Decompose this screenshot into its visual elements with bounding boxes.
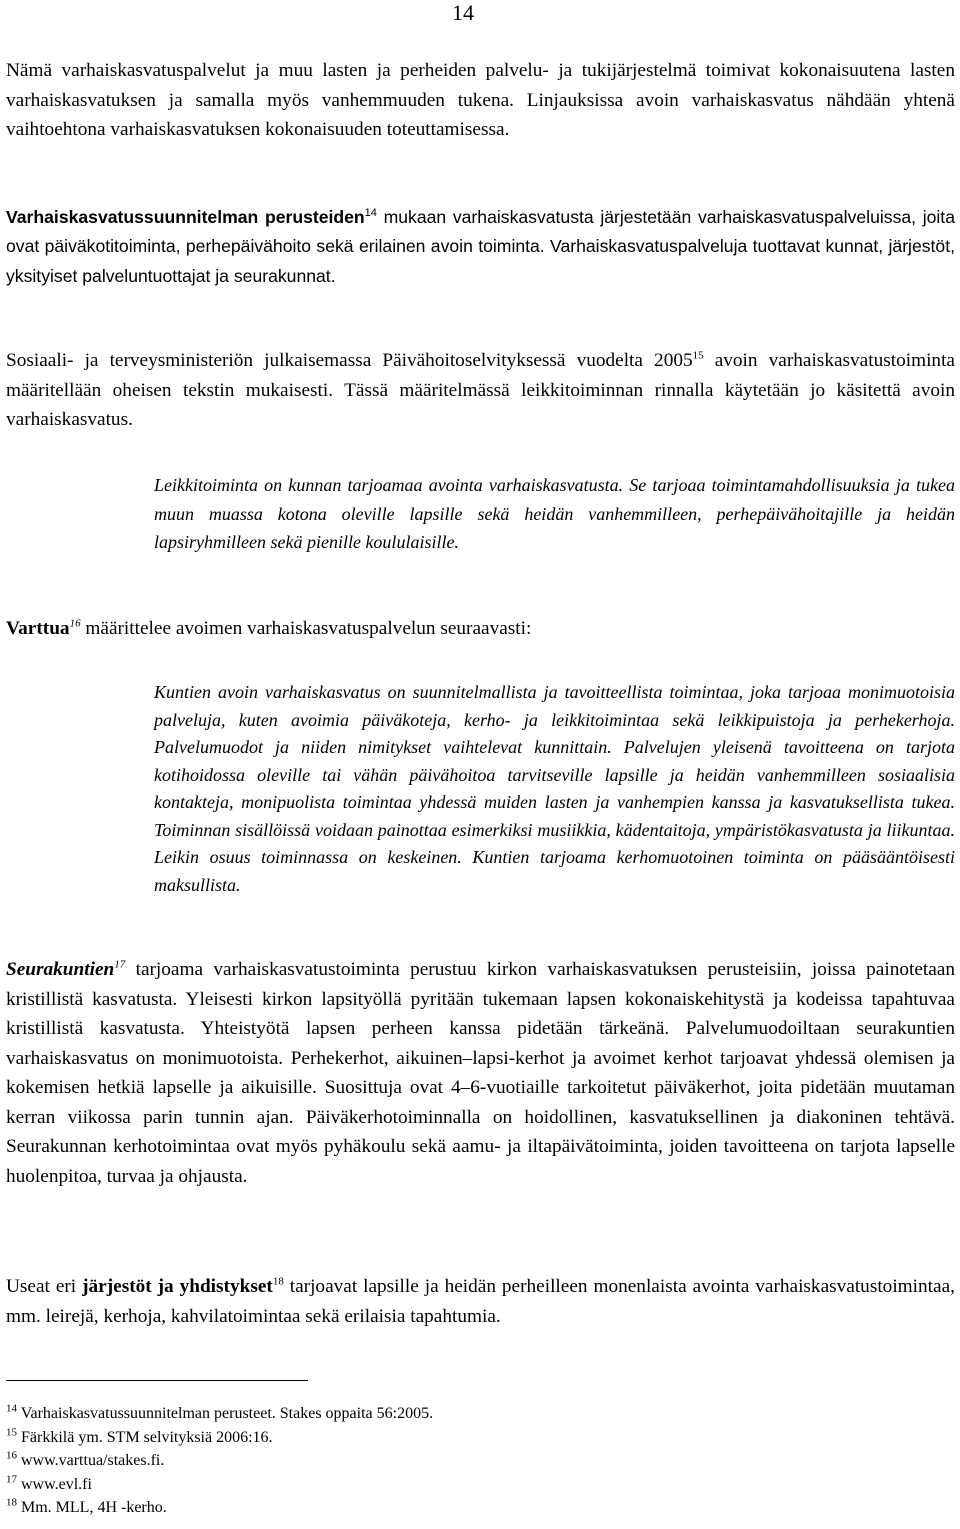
quote-leikkitoiminta	[154, 471, 955, 557]
footnote-16	[6, 1449, 706, 1473]
paragraph-varttua	[6, 614, 955, 644]
footnote-divider	[6, 1380, 308, 1381]
quote-avoin-varhaiskasvatus	[154, 679, 955, 899]
paragraph-curriculum-text: mukaan varhaiskasvatusta järjestetään varhaiskasvatuspalveluissa, joita ovat päiväkotitoiminta, perhepäivähoito sekä erilainen avoin toiminta. Varhaiskasvatuspalveluja tuottavat kunnat, järjestöt, yksityiset palveluntuottajat ja seurakunnat.	[6, 207, 955, 286]
footnote-number: 17	[6, 1473, 17, 1486]
footnote-text: Färkkilä ym. STM selvityksiä 2006:16.	[21, 1428, 273, 1446]
paragraph-intro-text: Nämä varhaiskasvatuspalvelut ja muu lasten ja perheiden palvelu- ja tukijärjestelmä toimivat kokonaisuutena lasten varhaiskasvatuksen ja samalla myös vanhemmuuden tukena. Linjauksissa avoin varhaiskasvatus nähdään yhtenä vaihtoehtona varhaiskasvatuksen kokonaisuuden toteuttamisessa.	[6, 60, 955, 140]
paragraph-intro	[6, 56, 955, 145]
curriculum-term: Varhaiskasvatussuunnitelman perusteiden	[6, 207, 365, 227]
jarjestot-term: järjestöt ja yhdistykset	[82, 1276, 273, 1297]
paragraph-ministry	[6, 346, 955, 435]
quote-leikkitoiminta-text: Leikkitoiminta on kunnan tarjoamaa avointa varhaiskasvatusta. Se tarjoaa toimintamahdollisuuksia ja tukea muun muassa kotona oleville lapsille sekä heidän vanhemmilleen, perhepäivähoitajille ja heidän lapsiryhmilleen sekä pienille koululaisille.	[154, 475, 955, 553]
footnote-number: 15	[6, 1426, 17, 1439]
footnote-text: www.evl.fi	[21, 1475, 92, 1493]
footnote-15	[6, 1426, 706, 1450]
quote-avoin-varhaiskasvatus-text: Kuntien avoin varhaiskasvatus on suunnitelmallista ja tavoitteellista toimintaa, joka tarjoaa monimuotoisia palveluja, kuten avoimia päiväkoteja, kerho- ja leikkitoimintaa sekä leikkipuistoja ja perhekerhoja. Palvelumuodot ja niiden nimitykset vaihtelevat kunnittain. Palvelujen yleisenä tavoitteena on tarjota kotihoidossa oleville tai vähän päivähoitoa tarvitseville lapsille ja heidän vanhemmilleen sosiaalisia kontakteja, monipuolista toimintaa yhdessä muiden lasten ja vanhempien kanssa ja kasvatuksellista tukea. Toiminnan sisällöissä voidaan painottaa esimerkiksi musiikkia, kädentaitoja, ympäristökasvatusta ja liikuntaa. Leikin osuus toiminnassa on keskeinen. Kuntien tarjoama kerhomuotoinen toiminta on pääsääntöisesti maksullista.	[154, 682, 955, 895]
footnote-ref-18: 18	[272, 1275, 284, 1288]
footnote-ref-17: 17	[114, 958, 126, 971]
paragraph-jarjestot-text-b: tarjoavat lapsille ja heidän perheilleen monenlaista avointa varhaiskasvatustoimintaa, mm. leirejä, kerhoja, kahvilatoimintaa sekä erilaisia tapahtumia.	[6, 1276, 955, 1327]
footnote-number: 14	[6, 1402, 17, 1415]
footnote-ref-16: 16	[69, 617, 81, 630]
footnote-ref-15: 15	[692, 349, 704, 362]
seurakuntien-term: Seurakuntien	[6, 959, 115, 980]
paragraph-seurakunnat	[6, 955, 955, 1191]
paragraph-ministry-text-b: avoin varhaiskasvatustoiminta määritellään oheisen tekstin mukaisesti. Tässä määritelmässä leikkitoiminnan rinnalla käytetään jo käsitettä avoin varhaiskasvatus.	[6, 350, 955, 430]
footnote-number: 16	[6, 1449, 17, 1462]
footnote-17	[6, 1473, 706, 1497]
footnote-text: Mm. MLL, 4H -kerho.	[21, 1499, 167, 1517]
footnote-text: Varhaiskasvatussuunnitelman perusteet. Stakes oppaita 56:2005.	[20, 1405, 434, 1422]
paragraph-jarjestot-text-a: Useat eri	[6, 1276, 83, 1297]
footnote-ref-14: 14	[364, 207, 377, 220]
paragraph-jarjestot	[6, 1272, 955, 1331]
footnote-text: www.varttua/stakes.fi.	[21, 1452, 165, 1470]
paragraph-seurakunnat-text: tarjoama varhaiskasvatustoiminta perustuu kirkon varhaiskasvatuksen perusteisiin, joissa painotetaan kristillistä kasvatusta. Yleisesti kirkon lapsityöllä pyritään tukemaan lapsen kokonaiskehitystä ja kodeissa tapahtuvaa kristillistä kasvatusta. Yhteistyötä lapsen perheen kanssa pidetään tärkeänä. Palvelumuodoiltaan seurakuntien varhaiskasvatus on monimuotoista. Perhekerhot, aikuinen–lapsi-kerhot ja avoimet kerhot tarjoavat yhdessä olemisen ja kokemisen hetkiä lapselle ja aikuisille. Suosittuja ovat 4–6-vuotiaille tarkoitetut päiväkerhot, joita pidetään muutaman kerran viikossa parin tunnin ajan. Päiväkerhotoiminnalla on hoidollinen, kasvatuksellinen ja diakoninen tehtävä. Seurakunnan kerhotoimintaa ovat myös pyhäkoulu sekä aamu- ja iltapäivätoiminta, joiden tavoitteena on tarjota lapselle huolenpitoa, turvaa ja ohjausta.	[6, 959, 955, 1187]
footnote-18	[6, 1496, 706, 1520]
footnotes	[6, 1402, 706, 1520]
paragraph-varttua-text: määrittelee avoimen varhaiskasvatuspalvelun seuraavasti:	[80, 618, 532, 639]
footnote-14	[6, 1402, 706, 1426]
varttua-term: Varttua	[6, 618, 70, 639]
paragraph-curriculum	[6, 203, 955, 291]
page-number: 14	[452, 0, 474, 25]
footnote-number: 18	[6, 1497, 17, 1510]
paragraph-ministry-text-a: Sosiaali- ja terveysministeriön julkaisemassa Päivähoitoselvityksessä vuodelta 2005	[6, 350, 693, 371]
